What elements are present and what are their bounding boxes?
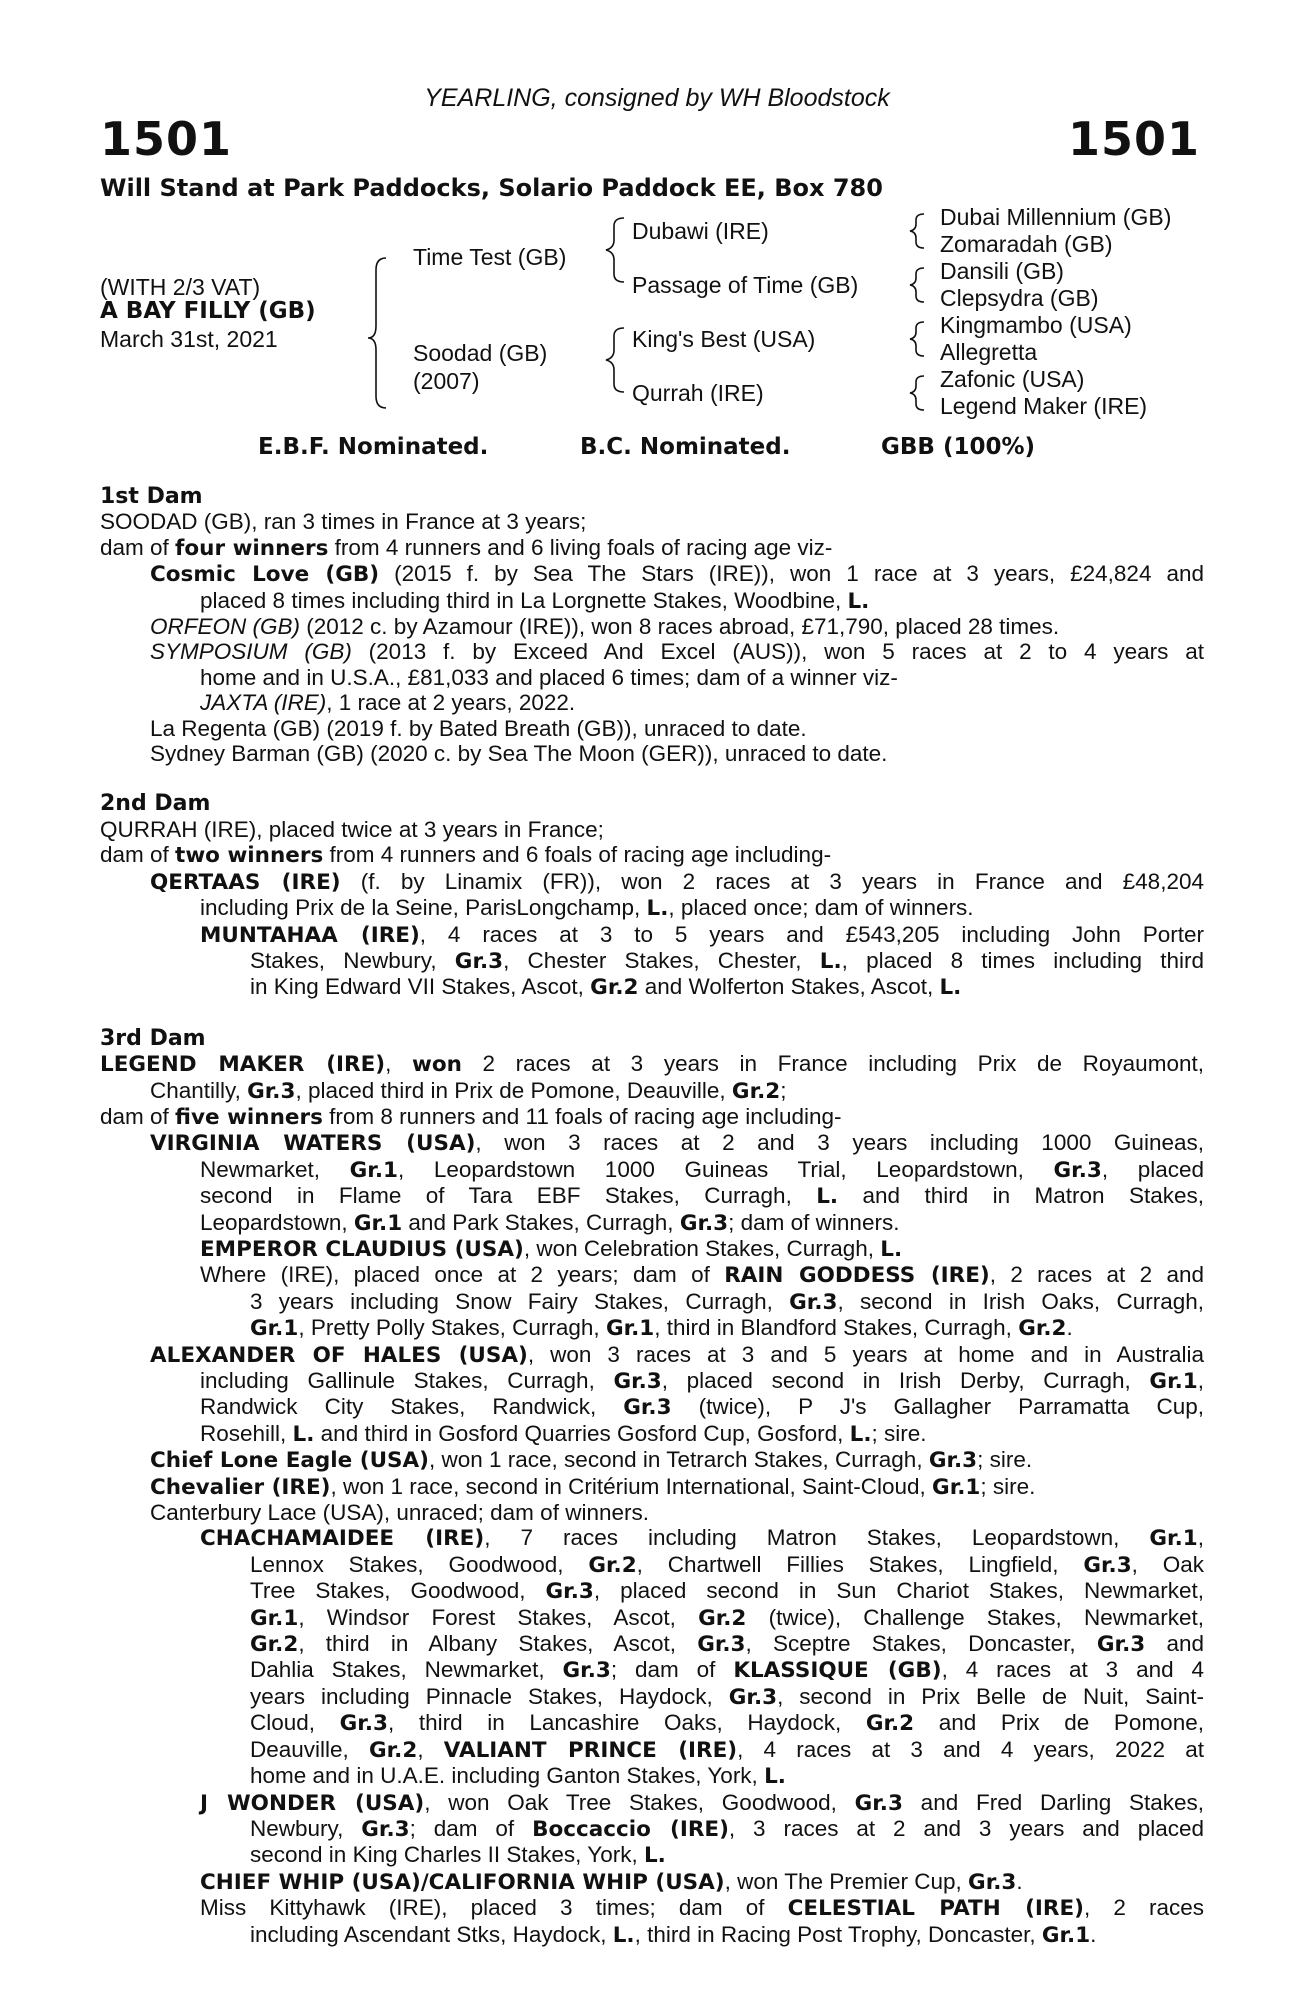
third-dam-line: Rosehill, L. and third in Gosford Quarries Gosford Cup, Gosford, L.; sire. <box>200 1420 927 1447</box>
dam: Soodad (GB) <box>413 340 548 366</box>
third-dam-line: second in King Charles II Stakes, York, L. <box>250 1842 666 1869</box>
third-dam-line: Randwick City Stakes, Randwick, Gr.3 (twice), P J's Gallagher Parramatta Cup, <box>200 1394 1204 1421</box>
second-dam-line: MUNTAHAA (IRE), 4 races at 3 to 5 years and £543,205 including John Porter <box>200 921 1205 948</box>
third-dam-line: Where (IRE), placed once at 2 years; dam of RAIN GODDESS (IRE), 2 races at 2 and <box>200 1262 1205 1289</box>
vat-note: (WITH 2/3 VAT) <box>100 274 261 300</box>
third-dam-line: Lennox Stakes, Goodwood, Gr.2, Chartwell Fillies Stakes, Lingfield, Gr.3, Oak <box>250 1551 1204 1578</box>
horse-name: A BAY FILLY (GB) <box>100 298 316 324</box>
ancestor-2: Zomaradah (GB) <box>940 231 1113 257</box>
second-dam-line: dam of two winners from 4 runners and 6 foals of racing age including- <box>100 842 832 869</box>
second-dam-line: in King Edward VII Stakes, Ascot, Gr.2 and Wolferton Stakes, Ascot, L. <box>250 974 962 1001</box>
sire-sire: Dubawi (IRE) <box>632 218 769 244</box>
second-dam-line: QERTAAS (IRE) (f. by Linamix (FR)), won 2 races at 3 years in France and £48,204 <box>150 868 1204 895</box>
ancestor-3: Dansili (GB) <box>940 258 1064 284</box>
first-dam-heading: 1st Dam <box>100 484 203 509</box>
first-dam-line: JAXTA (IRE), 1 race at 2 years, 2022. <box>200 690 576 716</box>
stand-location: Will Stand at Park Paddocks, Solario Paddock EE, Box 780 <box>100 174 883 202</box>
ancestor-5: Kingmambo (USA) <box>940 312 1132 338</box>
third-dam-line: Chief Lone Eagle (USA), won 1 race, second in Tetrarch Stakes, Curragh, Gr.3; sire. <box>150 1447 1033 1474</box>
third-dam-line: Chantilly, Gr.3, placed third in Prix de Pomone, Deauville, Gr.2; <box>150 1077 787 1104</box>
first-dam-line: home and in U.S.A., £81,033 and placed 6 times; dam of a winner viz- <box>200 664 898 690</box>
first-dam-line: Cosmic Love (GB) (2015 f. by Sea The Stars (IRE)), won 1 race at 3 years, £24,824 and <box>150 561 1204 588</box>
dam-dam: Qurrah (IRE) <box>632 380 764 406</box>
dam-sire: King's Best (USA) <box>632 326 816 352</box>
third-dam-line: second in Flame of Tara EBF Stakes, Curragh, L. and third in Matron Stakes, <box>200 1183 1204 1210</box>
third-dam-line: VIRGINIA WATERS (USA), won 3 races at 2 and 3 years including 1000 Guineas, <box>150 1130 1204 1157</box>
sire: Time Test (GB) <box>413 244 567 270</box>
first-dam-line: placed 8 times including third in La Lorgnette Stakes, Woodbine, L. <box>200 587 870 614</box>
third-dam-line: ALEXANDER OF HALES (USA), won 3 races at 3 and 5 years at home and in Australia <box>150 1341 1205 1368</box>
third-dam-line: Tree Stakes, Goodwood, Gr.3, placed second in Sun Chariot Stakes, Newmarket, <box>250 1578 1204 1605</box>
consignment-line: YEARLING, consigned by WH Bloodstock <box>424 84 890 112</box>
third-dam-line: Newbury, Gr.3; dam of Boccaccio (IRE), 3 races at 2 and 3 years and placed <box>250 1815 1204 1842</box>
third-dam-line: including Ascendant Stks, Haydock, L., third in Racing Post Trophy, Doncaster, Gr.1. <box>250 1921 1097 1948</box>
third-dam-heading: 3rd Dam <box>100 1025 206 1051</box>
ancestor-1: Dubai Millennium (GB) <box>940 204 1172 230</box>
third-dam-line: Deauville, Gr.2, VALIANT PRINCE (IRE), 4 races at 3 and 4 years, 2022 at <box>250 1736 1204 1763</box>
pedigree-details <box>100 484 1204 1948</box>
third-dam-line: 3 years including Snow Fairy Stakes, Curragh, Gr.3, second in Irish Oaks, Curragh, <box>250 1288 1204 1315</box>
third-dam-line: LEGEND MAKER (IRE), won 2 races at 3 years in France including Prix de Royaumont, <box>100 1051 1204 1078</box>
second-dam-line: Stakes, Newbury, Gr.3, Chester Stakes, Chester, L., placed 8 times including third <box>250 947 1204 974</box>
first-dam-line: dam of four winners from 4 runners and 6 living foals of racing age viz- <box>100 534 833 561</box>
second-dam-line: including Prix de la Seine, ParisLongchamp, L., placed once; dam of winners. <box>200 895 974 922</box>
third-dam-line: Dahlia Stakes, Newmarket, Gr.3; dam of KLASSIQUE (GB), 4 races at 3 and 4 <box>250 1657 1205 1684</box>
gbb-rating: GBB (100%) <box>881 434 1036 460</box>
first-dam-line: SYMPOSIUM (GB) (2013 f. by Exceed And Excel (AUS)), won 5 races at 2 to 4 years at <box>150 639 1204 665</box>
third-dam-line: years including Pinnacle Stakes, Haydock, Gr.3, second in Prix Belle de Nuit, Saint- <box>250 1683 1204 1710</box>
third-dam-line: Leopardstown, Gr.1 and Park Stakes, Curragh, Gr.3; dam of winners. <box>200 1209 900 1236</box>
third-dam-line: CHACHAMAIDEE (IRE), 7 races including Matron Stakes, Leopardstown, Gr.1, <box>200 1525 1204 1552</box>
third-dam-line: EMPEROR CLAUDIUS (USA), won Celebration Stakes, Curragh, L. <box>200 1235 903 1262</box>
second-dam-line: QURRAH (IRE), placed twice at 3 years in France; <box>100 816 604 842</box>
third-dam-line: Cloud, Gr.3, third in Lancashire Oaks, Haydock, Gr.2 and Prix de Pomone, <box>250 1710 1204 1737</box>
lot-number-right: 1501 <box>1067 112 1200 166</box>
foaling-date: March 31st, 2021 <box>100 326 278 352</box>
first-dam-line: SOODAD (GB), ran 3 times in France at 3 years; <box>100 509 587 535</box>
first-dam-line: ORFEON (GB) (2012 c. by Azamour (IRE)), won 8 races abroad, £71,790, placed 28 times. <box>150 614 1060 640</box>
third-dam-line: Canterbury Lace (USA), unraced; dam of winners. <box>150 1500 649 1526</box>
third-dam-line: Miss Kittyhawk (IRE), placed 3 times; dam of CELESTIAL PATH (IRE), 2 races <box>200 1895 1204 1922</box>
ancestor-8: Legend Maker (IRE) <box>940 393 1148 419</box>
third-dam-line: Gr.1, Pretty Polly Stakes, Curragh, Gr.1, third in Blandford Stakes, Curragh, Gr.2. <box>250 1315 1073 1342</box>
third-dam-line: including Gallinule Stakes, Curragh, Gr.3, placed second in Irish Derby, Curragh, Gr.1, <box>200 1368 1204 1394</box>
ebf-nomination: E.B.F. Nominated. <box>258 434 489 460</box>
first-dam-line: La Regenta (GB) (2019 f. by Bated Breath (GB)), unraced to date. <box>150 715 807 741</box>
sire-dam: Passage of Time (GB) <box>632 272 859 298</box>
second-dam-heading: 2nd Dam <box>100 791 211 817</box>
first-dam-line: Sydney Barman (GB) (2020 c. by Sea The Moon (GER)), unraced to date. <box>150 741 888 767</box>
ancestor-6: Allegretta <box>940 339 1038 365</box>
dam-year: (2007) <box>413 368 480 394</box>
ancestor-4: Clepsydra (GB) <box>940 285 1099 311</box>
third-dam-line: Newmarket, Gr.1, Leopardstown 1000 Guineas Trial, Leopardstown, Gr.3, placed <box>200 1156 1205 1183</box>
third-dam-line: J WONDER (USA), won Oak Tree Stakes, Goodwood, Gr.3 and Fred Darling Stakes, <box>200 1789 1205 1816</box>
ancestor-7: Zafonic (USA) <box>940 366 1085 392</box>
third-dam-line: Gr.2, third in Albany Stakes, Ascot, Gr.3, Sceptre Stakes, Doncaster, Gr.3 and <box>250 1631 1204 1658</box>
third-dam-line: Gr.1, Windsor Forest Stakes, Ascot, Gr.2 (twice), Challenge Stakes, Newmarket, <box>250 1604 1204 1631</box>
lot-number-left: 1501 <box>100 112 233 166</box>
third-dam-line: dam of five winners from 8 runners and 11 foals of racing age including- <box>100 1103 842 1130</box>
third-dam-line: home and in U.A.E. including Ganton Stakes, York, L. <box>250 1763 786 1790</box>
third-dam-line: Chevalier (IRE), won 1 race, second in Critérium International, Saint-Cloud, Gr.1; sire. <box>150 1473 1036 1500</box>
third-dam-line: CHIEF WHIP (USA)/CALIFORNIA WHIP (USA), won The Premier Cup, Gr.3. <box>200 1868 1023 1895</box>
bc-nomination: B.C. Nominated. <box>580 434 791 460</box>
